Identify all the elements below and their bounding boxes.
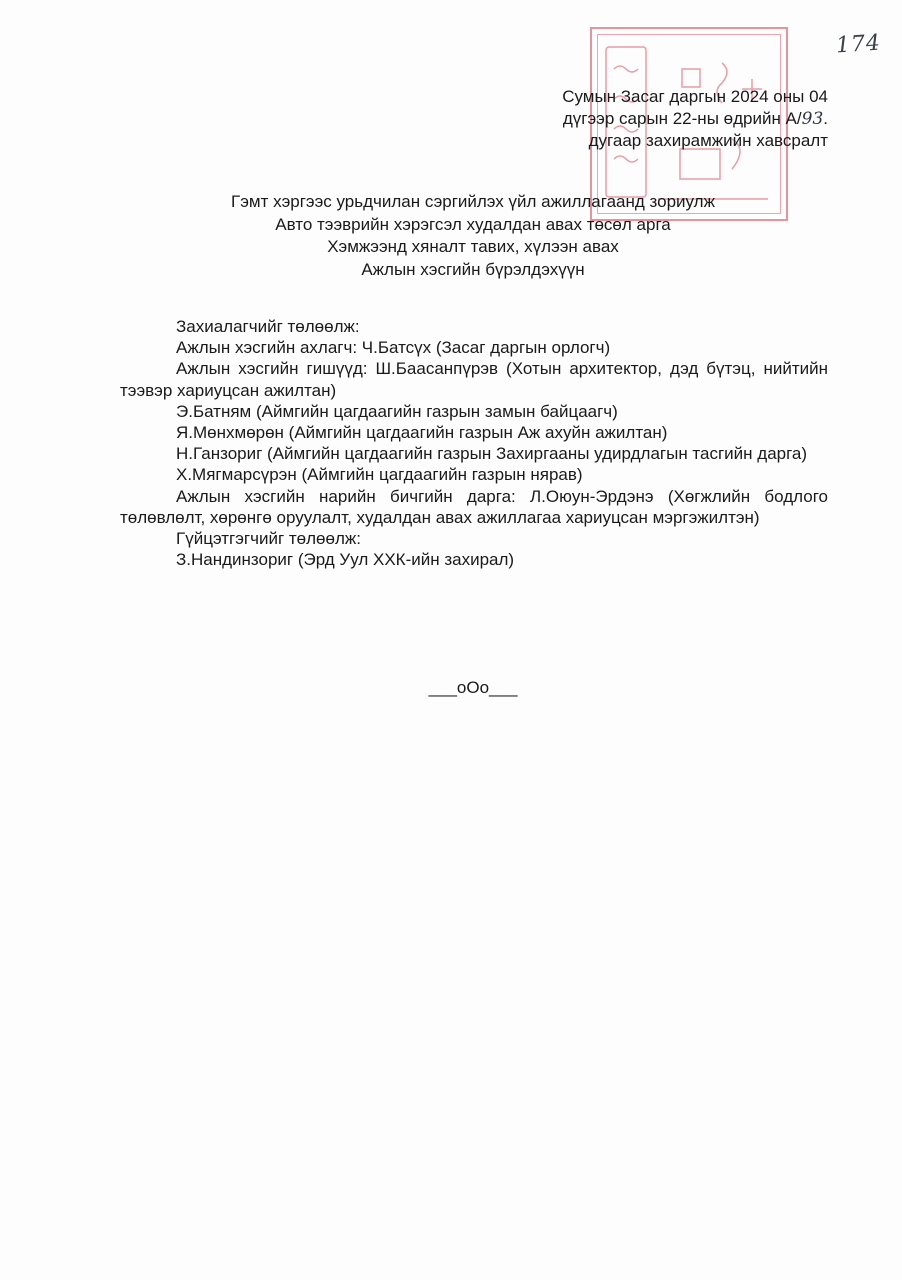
annex-line-2-suffix: . bbox=[823, 108, 828, 128]
annex-line-1: Сумын Засаг даргын 2024 оны 04 bbox=[562, 87, 828, 106]
annex-line-2 bbox=[562, 108, 828, 131]
handwritten-order-number: 93 bbox=[801, 108, 824, 129]
annex-line-2-prefix: дүгээр сарын 22-ны өдрийн А/ bbox=[562, 108, 802, 128]
member-line-3: Я.Мөнхмөрөн (Аймгийн цагдаагийн газрын Аж ахуйн ажилтан) bbox=[176, 423, 668, 443]
client-heading: Захиалагчийг төлөөлж: bbox=[176, 317, 360, 336]
end-mark: ___oOo___ bbox=[428, 678, 518, 697]
member-line-2: Э.Батням (Аймгийн цагдаагийн газрын замын байцаагч) bbox=[176, 401, 618, 421]
title-line-1: Гэмт хэргээс урьдчилан сэргийлэх үйл ажиллагаанд зориулж bbox=[231, 192, 715, 211]
title-line-4: Ажлын хэсгийн бүрэлдэхүүн bbox=[361, 259, 585, 279]
members-line: Ажлын хэсгийн гишүүд: Ш.Баасанпүрэв (Хотын архитектор, дэд бүтэц, нийтийн тээвэр хариуцсан ажилтан) bbox=[120, 359, 828, 400]
annex-line-3: дугаар захирамжийн хавсралт bbox=[588, 131, 828, 150]
title-line-3: Хэмжээнд хяналт тавих, хүлээн авах bbox=[327, 237, 619, 256]
contractor-line: З.Нандинзориг (Эрд Уул ХХК-ийн захирал) bbox=[176, 550, 515, 570]
document-title bbox=[0, 191, 902, 281]
annex-reference bbox=[562, 86, 828, 152]
contractor-heading: Гүйцэтгэгчийг төлөөлж: bbox=[176, 529, 361, 549]
member-line-5: Х.Мягмарсүрэн (Аймгийн цагдаагийн газрын нярав) bbox=[176, 465, 583, 485]
secretary-line: Ажлын хэсгийн нарийн бичгийн дарга: Л.Оюун-Эрдэнэ (Хөгжлийн бодлого төлөвлөлт, хөрөнгө оруулалт, худалдан авах ажиллагаа хариуцсан мэргэжилтэн) bbox=[120, 486, 828, 527]
leader-line: Ажлын хэсгийн ахлагч: Ч.Батсүх (Засаг даргын орлогч) bbox=[176, 338, 611, 358]
handwritten-page-number: 174 bbox=[835, 30, 882, 59]
title-line-2: Авто тээврийн хэрэгсэл худалдан авах төсөл арга bbox=[275, 214, 671, 234]
document-body bbox=[120, 316, 828, 570]
member-line-4: Н.Ганзориг (Аймгийн цагдаагийн газрын Захиргааны удирдлагын тасгийн дарга) bbox=[176, 444, 808, 464]
